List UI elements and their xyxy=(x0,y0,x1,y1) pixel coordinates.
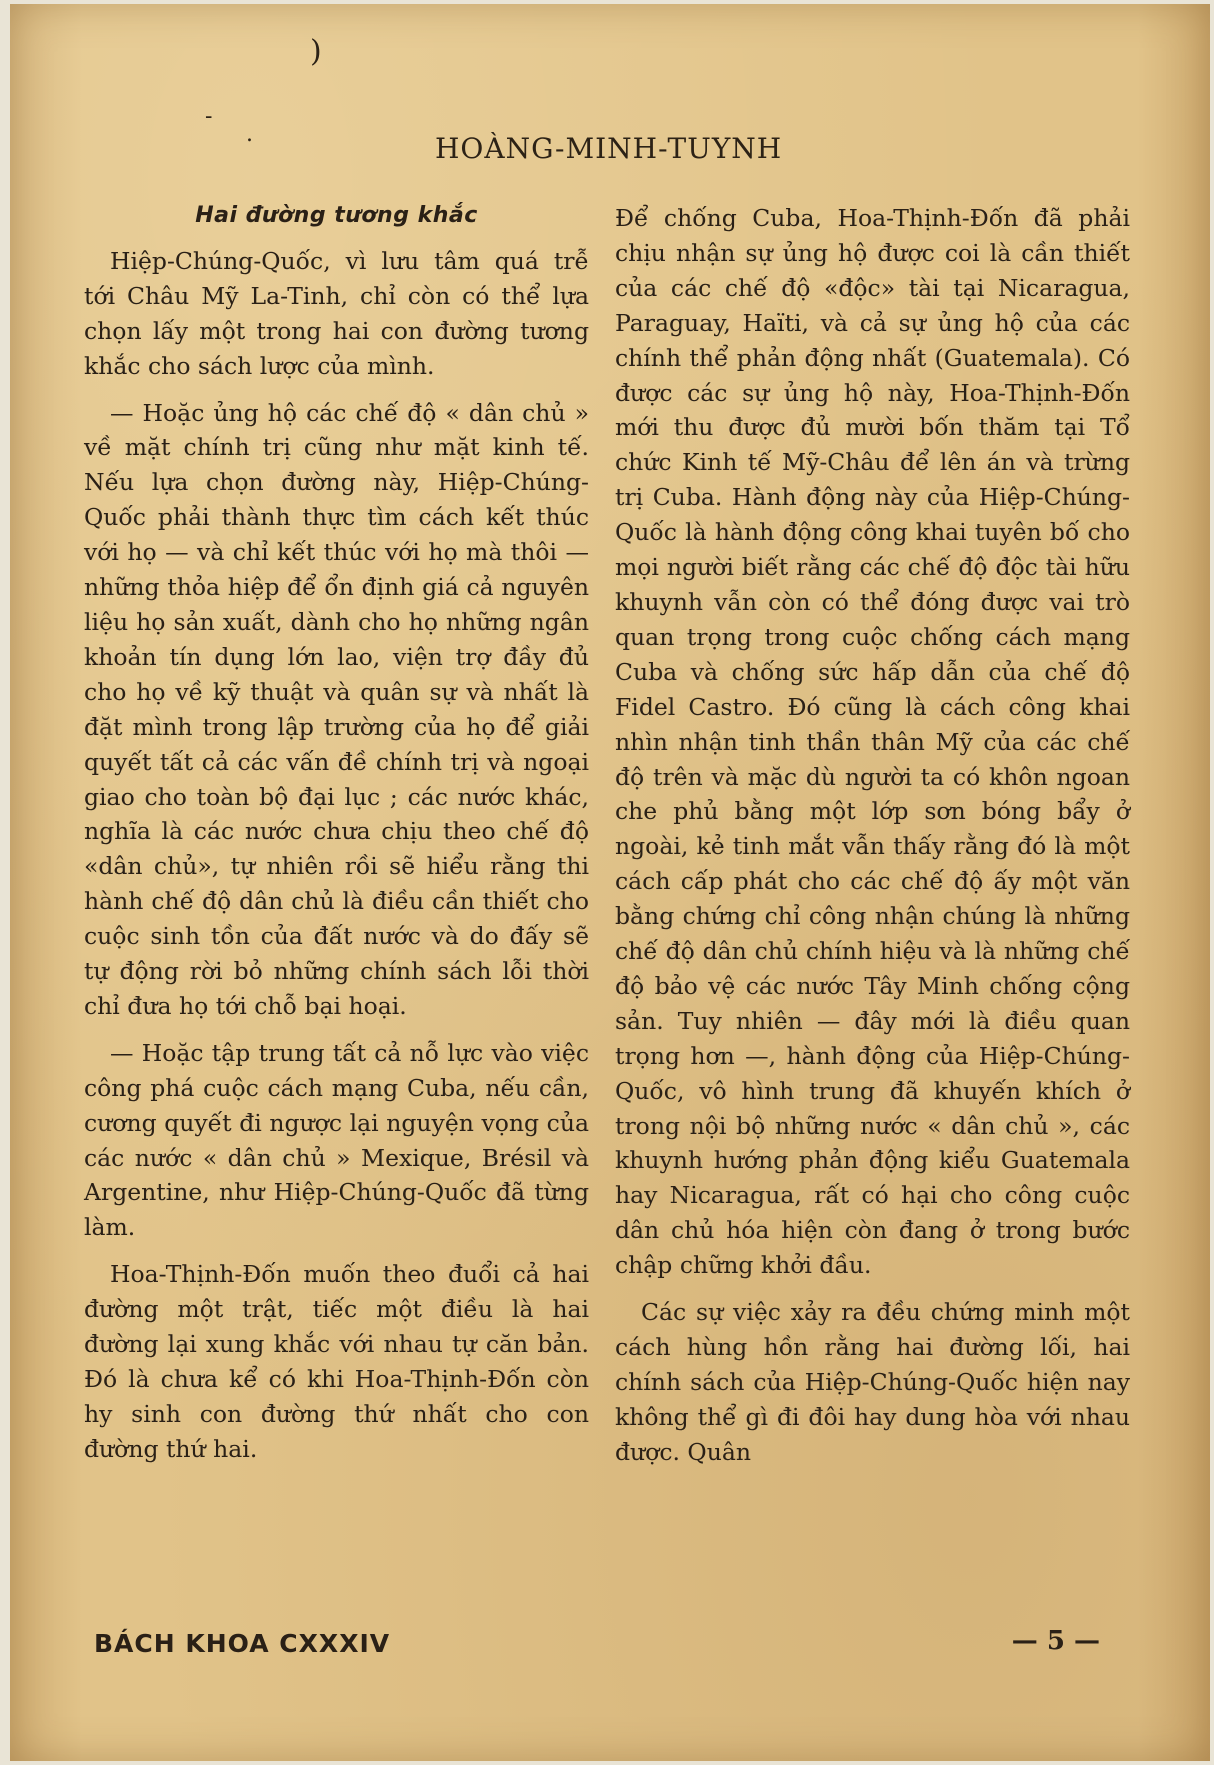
paragraph: Hoa-Thịnh-Đốn muốn theo đuổi cả hai đường một trật, tiếc một điều là hai đường lại xung khắc với nhau tự căn bản. Đó là chưa kể có khi Hoa-Thịnh-Đốn còn hy sinh con đường thứ nhất cho con đường thứ hai. xyxy=(84,1260,589,1463)
page-number: — 5 — xyxy=(1011,1626,1100,1656)
scanned-page xyxy=(10,4,1210,1761)
journal-footer: BÁCH KHOA CXXXIV xyxy=(94,1629,391,1658)
paragraph: — Hoặc tập trung tất cả nỗ lực vào việc công phá cuộc cách mạng Cuba, nếu cần, cương quyết đi ngược lại nguyện vọng của các nước « dân chủ » Mexique, Brésil và Argentine, như Hiệp-Chúng-Quốc đã từng làm. xyxy=(84,1038,589,1242)
paragraph: — Hoặc ủng hộ các chế độ « dân chủ » về mặt chính trị cũng như mặt kinh tế. Nếu lựa chọn đường này, Hiệp-Chúng-Quốc phải thành thực tìm cách kết thúc với họ — và chỉ kết thúc với họ mà thôi — những thỏa hiệp để ổn định giá cả nguyên liệu họ sản xuất, dành cho họ những ngân khoản tín dụng lớn lao, viện trợ đầy đủ cho họ về kỹ thuật và quân sự và nhất là đặt mình trong lập trường của họ để giải quyết tất cả các vấn đề chính trị và ngoại giao cho toàn bộ đại lục ; các nước khác, nghĩa là các nước chưa chịu theo chế độ «dân chủ», tự nhiên rồi sẽ hiểu rằng thi hành chế độ dân chủ là điều cần thiết cho cuộc sinh tồn của đất nước và do đấy sẽ tự động rời bỏ những chính sách lỗi thời chỉ đưa họ tới chỗ bại hoại. xyxy=(84,398,589,1020)
right-column xyxy=(615,201,1130,1470)
paragraph: Để chống Cuba, Hoa-Thịnh-Đốn đã phải chịu nhận sự ủng hộ được coi là cần thiết của các chế độ «độc» tài tại Nicaragua, Paraguay, Haïti, và cả sự ủng hộ của các chính thể phản động nhất (Guatemala). Có được các sự ủng hộ này, Hoa-Thịnh-Đốn mới thu được đủ mười bốn thăm tại Tổ chức Kinh tế Mỹ-Châu để lên án và trừng trị Cuba. Hành động này của Hiệp-Chúng-Quốc là hành động công khai tuyên bố cho mọi người biết rằng các chế độ độc tài hữu khuynh vẫn còn có thể đóng được vai trò quan trọng trong cuộc chống cách mạng Cuba và chống sức hấp dẫn của chế độ Fidel Castro. Đó cũng là cách công khai nhìn nhận tinh thần thân Mỹ của các chế độ trên và mặc dù người ta có khôn ngoan che phủ bằng một lớp sơn bóng bẩy ở ngoài, kẻ tinh mắt vẫn thấy rằng đó là một cách cấp phát cho các chế độ ấy một văn bằng chứng chỉ công nhận chúng là những chế độ dân chủ chính hiệu và là những chế độ bảo vệ các nước Tây Minh chống cộng sản. Tuy nhiên — đây mới là điều quan trọng hơn —, hành động của Hiệp-Chúng-Quốc, vô hình trung đã khuyến khích ở trong nội bộ những nước « dân chủ », các khuynh hướng phản động kiểu Guatemala hay Nicaragua, rất có hại cho công cuộc dân chủ hóa hiện còn đang ở trong bước chập chững khởi đầu. xyxy=(615,204,1130,1280)
running-header: HOÀNG-MINH-TUYNH xyxy=(435,132,783,165)
section-heading: Hai đường tương khắc xyxy=(195,203,478,228)
paragraph: Hiệp-Chúng-Quốc, vì lưu tâm quá trễ tới Châu Mỹ La-Tinh, chỉ còn có thể lựa chọn lấy một trong hai con đường tương khắc cho sách lược của mình. xyxy=(84,246,589,380)
ink-speck: . xyxy=(246,122,253,147)
ink-mark: ) xyxy=(310,34,322,69)
paragraph: Các sự việc xảy ra đều chứng minh một cách hùng hồn rằng hai đường lối, hai chính sách của Hiệp-Chúng-Quốc hiện nay không thể gì đi đôi hay dung hòa với nhau được. Quân xyxy=(615,1298,1130,1466)
ink-speck: - xyxy=(205,104,213,129)
left-column xyxy=(84,199,589,1467)
